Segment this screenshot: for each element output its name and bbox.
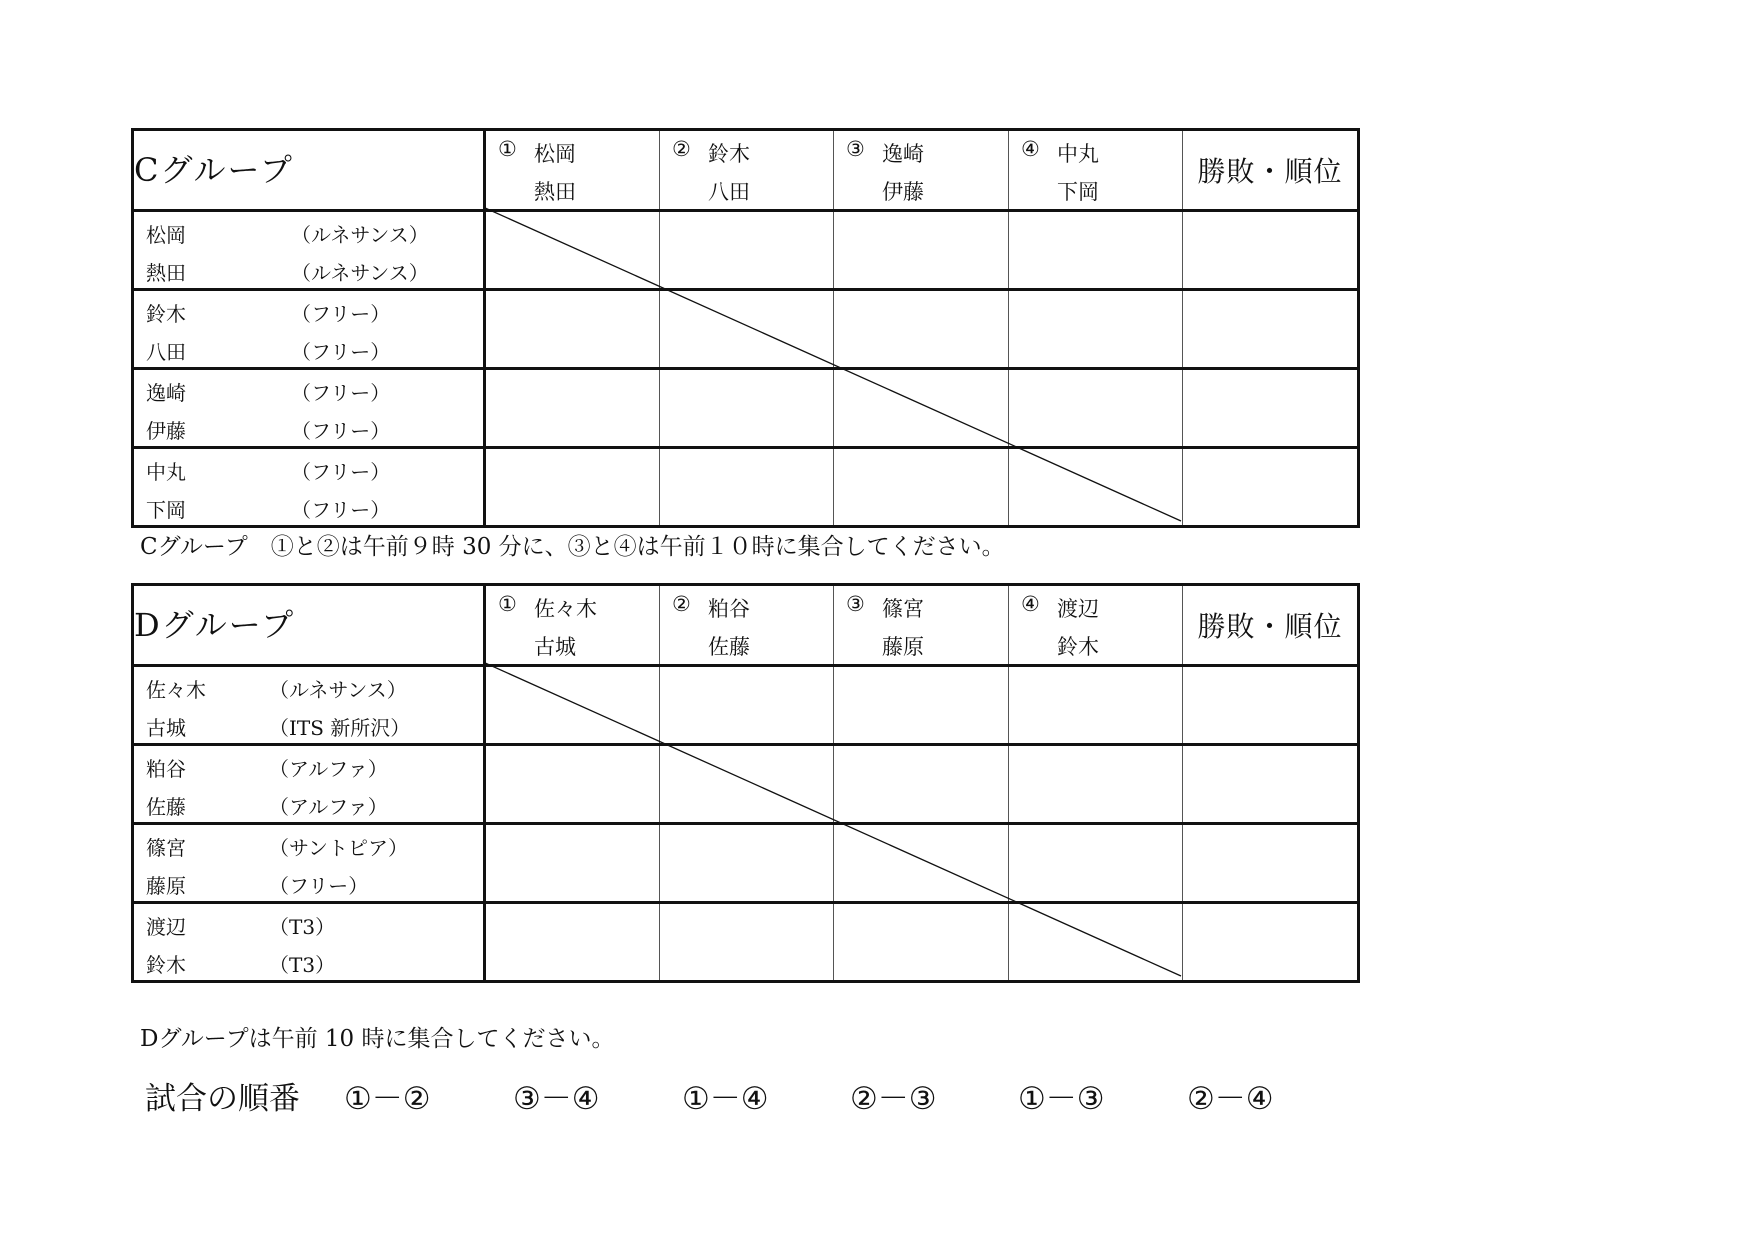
result-cell[interactable]	[1009, 903, 1183, 982]
player-affiliation: （アルファ）	[269, 795, 388, 819]
group-d-column-1	[485, 585, 660, 666]
player-name: 佐藤	[146, 795, 186, 819]
result-cell[interactable]	[485, 290, 660, 369]
player-affiliation: （フリー）	[291, 381, 391, 405]
group-d-column-2	[660, 585, 834, 666]
pair-cell	[133, 369, 485, 448]
group-c-column-3	[834, 130, 1009, 211]
column-player-1: 中丸	[1057, 142, 1099, 166]
player-name: 八田	[146, 340, 186, 364]
result-cell[interactable]	[1009, 666, 1183, 745]
column-number: ②	[672, 592, 691, 616]
table-row	[133, 369, 1359, 448]
player-affiliation: （ITS 新所沢）	[269, 716, 411, 740]
player-name: 下岡	[146, 498, 186, 522]
result-cell[interactable]	[660, 211, 834, 290]
result-cell[interactable]	[660, 369, 834, 448]
result-cell[interactable]	[1009, 745, 1183, 824]
column-number: ③	[846, 592, 865, 616]
player-name: 古城	[146, 716, 186, 740]
table-row	[133, 745, 1359, 824]
result-cell[interactable]	[1009, 211, 1183, 290]
group-c-column-1	[485, 130, 660, 211]
column-player-2: 佐藤	[708, 635, 750, 659]
column-number: ④	[1021, 592, 1040, 616]
column-player-1: 粕谷	[708, 597, 750, 621]
player-affiliation: （フリー）	[269, 874, 369, 898]
player-affiliation: （ルネサンス）	[291, 261, 429, 285]
result-cell[interactable]	[834, 211, 1009, 290]
match-order-item: ①－③	[1018, 1081, 1105, 1117]
group-d-table	[131, 583, 1360, 983]
rank-cell[interactable]	[1183, 290, 1359, 369]
column-player-1: 松岡	[534, 142, 576, 166]
column-player-2: 鈴木	[1057, 635, 1099, 659]
player-affiliation: （フリー）	[291, 340, 391, 364]
match-order-label: 試合の順番	[145, 1081, 300, 1117]
column-number: ①	[498, 137, 517, 161]
player-affiliation: （ルネサンス）	[269, 678, 407, 702]
group-c-column-2	[660, 130, 834, 211]
table-row	[133, 211, 1359, 290]
column-player-2: 下岡	[1057, 180, 1099, 204]
match-order-item: ①－④	[682, 1081, 769, 1117]
table-row	[133, 903, 1359, 982]
rank-cell[interactable]	[1183, 824, 1359, 903]
result-cell[interactable]	[1009, 369, 1183, 448]
group-d-column-4	[1009, 585, 1183, 666]
player-name: 粕谷	[146, 757, 186, 781]
result-cell[interactable]	[660, 290, 834, 369]
group-c-header-row	[133, 130, 1359, 211]
result-cell[interactable]	[485, 211, 660, 290]
result-cell[interactable]	[485, 745, 660, 824]
pair-cell	[133, 666, 485, 745]
column-player-1: 渡辺	[1057, 597, 1099, 621]
pair-cell	[133, 448, 485, 527]
column-player-2: 伊藤	[882, 180, 924, 204]
group-d-header-row	[133, 585, 1359, 666]
pair-cell	[133, 903, 485, 982]
column-number: ③	[846, 137, 865, 161]
player-name: 伊藤	[146, 419, 186, 443]
rank-cell[interactable]	[1183, 369, 1359, 448]
result-cell[interactable]	[1009, 290, 1183, 369]
column-player-1: 逸崎	[882, 142, 924, 166]
result-cell[interactable]	[660, 824, 834, 903]
player-affiliation: （フリー）	[291, 302, 391, 326]
result-cell[interactable]	[660, 745, 834, 824]
result-cell[interactable]	[660, 448, 834, 527]
result-cell[interactable]	[834, 903, 1009, 982]
pair-cell	[133, 745, 485, 824]
table-row	[133, 824, 1359, 903]
result-cell[interactable]	[834, 369, 1009, 448]
player-affiliation: （T3）	[269, 915, 336, 939]
pair-cell	[133, 824, 485, 903]
result-cell[interactable]	[1009, 824, 1183, 903]
column-player-1: 篠宮	[882, 597, 924, 621]
result-cell[interactable]	[485, 369, 660, 448]
player-name: 渡辺	[146, 915, 186, 939]
player-affiliation: （フリー）	[291, 460, 391, 484]
result-cell[interactable]	[834, 824, 1009, 903]
group-c-column-4	[1009, 130, 1183, 211]
player-name: 佐々木	[146, 678, 206, 702]
group-c-title: Cグループ	[133, 130, 485, 211]
match-order-item: ①－②	[344, 1081, 431, 1117]
match-order-item: ②－③	[850, 1081, 937, 1117]
column-player-2: 藤原	[882, 635, 924, 659]
player-name: 鈴木	[146, 953, 186, 977]
player-affiliation: （フリー）	[291, 498, 391, 522]
player-affiliation: （フリー）	[291, 419, 391, 443]
group-d-column-3	[834, 585, 1009, 666]
match-order-item: ③－④	[513, 1081, 600, 1117]
player-name: 中丸	[146, 460, 186, 484]
player-name: 松岡	[146, 223, 186, 247]
group-d-title: Dグループ	[133, 585, 485, 666]
column-player-2: 熱田	[534, 180, 576, 204]
rank-cell[interactable]	[1183, 745, 1359, 824]
column-number: ①	[498, 592, 517, 616]
pair-cell	[133, 211, 485, 290]
player-affiliation: （アルファ）	[269, 757, 388, 781]
result-cell[interactable]	[834, 448, 1009, 527]
result-cell[interactable]	[660, 666, 834, 745]
player-affiliation: （サントピア）	[269, 836, 408, 860]
table-row	[133, 448, 1359, 527]
result-cell[interactable]	[834, 290, 1009, 369]
rank-cell[interactable]	[1183, 448, 1359, 527]
column-player-2: 古城	[534, 635, 576, 659]
rank-cell[interactable]	[1183, 903, 1359, 982]
group-d-rank-header: 勝敗・順位	[1183, 585, 1359, 666]
player-affiliation: （T3）	[269, 953, 336, 977]
result-cell[interactable]	[485, 903, 660, 982]
player-name: 篠宮	[146, 836, 186, 860]
result-cell[interactable]	[485, 824, 660, 903]
column-player-2: 八田	[708, 180, 750, 204]
result-cell[interactable]	[485, 666, 660, 745]
result-cell[interactable]	[660, 903, 834, 982]
player-name: 藤原	[146, 874, 186, 898]
result-cell[interactable]	[1009, 448, 1183, 527]
player-name: 熱田	[146, 261, 186, 285]
player-name: 鈴木	[146, 302, 186, 326]
table-row	[133, 666, 1359, 745]
rank-cell[interactable]	[1183, 666, 1359, 745]
player-name: 逸崎	[146, 381, 186, 405]
column-player-1: 鈴木	[708, 142, 750, 166]
rank-cell[interactable]	[1183, 211, 1359, 290]
group-d-assembly-note: Dグループは午前 10 時に集合してください。	[140, 1026, 615, 1052]
match-order-item: ②－④	[1187, 1081, 1274, 1117]
group-c-table	[131, 128, 1360, 528]
table-row	[133, 290, 1359, 369]
result-cell[interactable]	[834, 745, 1009, 824]
column-number: ④	[1021, 137, 1040, 161]
group-c-assembly-note: Cグループ ①と②は午前９時 30 分に、③と④は午前１０時に集合してください。	[140, 534, 1005, 560]
group-c-rank-header: 勝敗・順位	[1183, 130, 1359, 211]
result-cell[interactable]	[485, 448, 660, 527]
pair-cell	[133, 290, 485, 369]
column-number: ②	[672, 137, 691, 161]
result-cell[interactable]	[834, 666, 1009, 745]
column-player-1: 佐々木	[534, 597, 597, 621]
player-affiliation: （ルネサンス）	[291, 223, 429, 247]
